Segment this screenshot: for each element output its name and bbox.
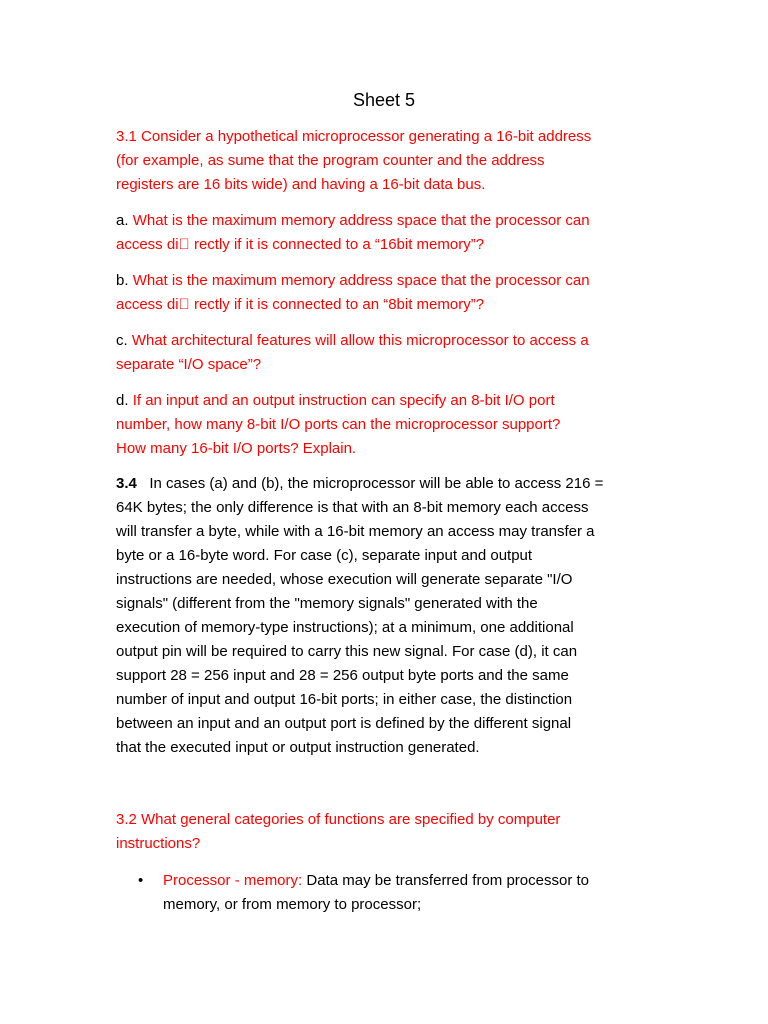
- question-d-text-1: If an input and an output instruction can specify an 8-bit I/O port: [132, 392, 555, 409]
- question-a-label: a.: [116, 212, 129, 229]
- question-b-line-2: access di  rectly if it is connected to an “8bit memory”?: [116, 296, 485, 313]
- answer-3-4-line-12: that the executed input or output instruction generated.: [116, 739, 480, 756]
- answer-3-4-line-6: signals" (different from the "memory signals" generated with the: [116, 595, 538, 612]
- answer-3-4-line-8: output pin will be required to carry this new signal. For case (d), it can: [116, 643, 578, 660]
- question-d: [116, 389, 656, 461]
- question-d-line-2: number, how many 8-bit I/O ports can the microprocessor support?: [116, 416, 561, 433]
- answer-3-4-line-3: will transfer a byte, while with a 16-bit memory an access may transfer a: [116, 523, 595, 540]
- question-a-line-2: access di  rectly if it is connected to a “16bit memory”?: [116, 236, 485, 253]
- question-d-line-3: How many 16-bit I/O ports? Explain.: [116, 440, 357, 457]
- answer-3-4-line-1: [116, 472, 656, 496]
- question-c: [116, 329, 656, 377]
- answer-3-4-line-11: between an input and an output port is defined by the different signal: [116, 715, 572, 732]
- answer-3-4-line-10: number of input and output 16-bit ports; in either case, the distinction: [116, 691, 573, 708]
- question-b-text-1: What is the maximum memory address space that the processor can: [132, 272, 590, 289]
- bullet-item-text-1: Data may be transferred from processor to: [306, 872, 589, 889]
- bullet-item-line-1: [163, 869, 663, 893]
- question-c-line-2: separate “I/O space”?: [116, 356, 262, 373]
- question-c-label: c.: [116, 332, 128, 349]
- bullet-icon: •: [138, 872, 144, 889]
- question-3-2: [116, 808, 656, 856]
- answer-3-4-line-4: byte or a 16-byte word. For case (c), separate input and output: [116, 547, 533, 564]
- answer-3-4-line-2: 64K bytes; the only difference is that with an 8-bit memory each access: [116, 499, 589, 516]
- question-c-text-1: What architectural features will allow this microprocessor to access a: [131, 332, 589, 349]
- bullet-item-processor-memory: [163, 869, 663, 917]
- answer-3-4-line-7: execution of memory-type instructions); at a minimum, one additional: [116, 619, 574, 636]
- question-d-line-1: [116, 389, 656, 413]
- answer-3-4-label: 3.4: [116, 475, 137, 492]
- question-b-label: b.: [116, 272, 129, 289]
- question-d-label: d.: [116, 392, 129, 409]
- page-title: Sheet 5: [352, 90, 416, 110]
- question-3-2-line-1: 3.2 What general categories of functions are specified by computer: [116, 811, 561, 828]
- question-3-2-line-2: instructions?: [116, 835, 201, 852]
- question-a: [116, 209, 656, 257]
- answer-3-4: [116, 472, 656, 760]
- answer-3-4-line-5: instructions are needed, whose execution will generate separate "I/O: [116, 571, 573, 588]
- question-a-text-1: What is the maximum memory address space that the processor can: [132, 212, 590, 229]
- answer-3-4-text-1: In cases (a) and (b), the microprocessor will be able to access 216 =: [149, 475, 604, 492]
- question-b: [116, 269, 656, 317]
- answer-3-4-line-9: support 28 = 256 input and 28 = 256 output byte ports and the same: [116, 667, 569, 684]
- question-a-line-1: [116, 209, 656, 233]
- question-3-1-line-1: 3.1 Consider a hypothetical microprocessor generating a 16-bit address: [116, 128, 592, 145]
- bullet-item-line-2: memory, or from memory to processor;: [163, 896, 422, 913]
- bullet-item-label: Processor - memory:: [163, 872, 303, 889]
- question-3-1-line-3: registers are 16 bits wide) and having a 16-bit data bus.: [116, 176, 486, 193]
- question-3-1: [116, 125, 656, 197]
- question-b-line-1: [116, 269, 656, 293]
- question-3-1-line-2: (for example, as sume that the program counter and the address: [116, 152, 545, 169]
- question-c-line-1: [116, 329, 656, 353]
